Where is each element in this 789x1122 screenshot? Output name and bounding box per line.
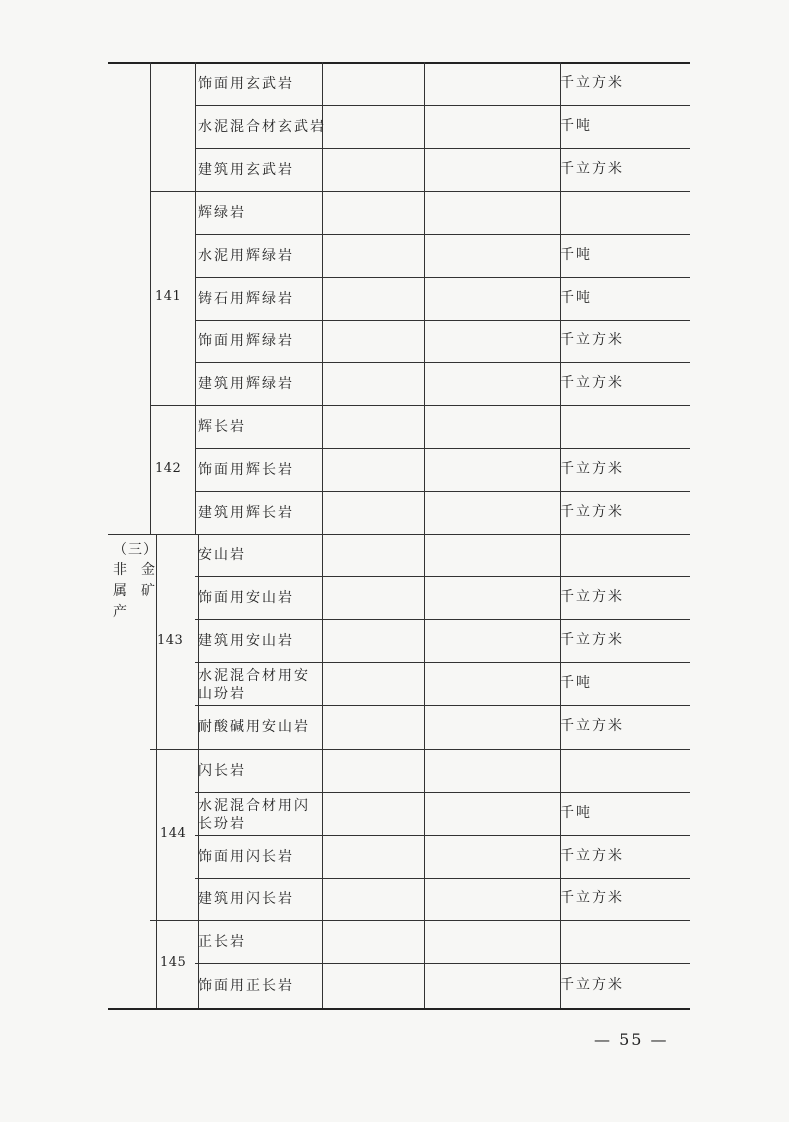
unit: 千立方米 bbox=[560, 74, 624, 91]
mineral-name: 建筑用安山岩 bbox=[198, 632, 294, 649]
mineral-name: 水泥混合材玄武岩 bbox=[198, 118, 326, 135]
mineral-name: 饰面用正长岩 bbox=[198, 977, 294, 994]
row-rule bbox=[195, 320, 690, 321]
column-rule bbox=[424, 62, 425, 1008]
mineral-name: 水泥混合材用闪 bbox=[198, 798, 310, 814]
mineral-code: 142 bbox=[155, 460, 182, 476]
row-rule bbox=[195, 105, 690, 106]
row-rule bbox=[150, 191, 690, 192]
page-number: — 55 — bbox=[594, 1030, 669, 1049]
row-rule bbox=[195, 835, 690, 836]
category-char: 非 bbox=[113, 562, 127, 578]
mineral-code: 145 bbox=[160, 955, 187, 970]
column-rule bbox=[150, 62, 151, 535]
row-rule bbox=[195, 148, 690, 149]
unit: 千立方米 bbox=[560, 374, 624, 391]
mineral-name: 闪长岩 bbox=[198, 762, 246, 779]
mineral-code: 143 bbox=[157, 632, 184, 648]
mineral-name: 建筑用玄武岩 bbox=[198, 161, 294, 178]
mineral-name: 饰面用辉绿岩 bbox=[198, 333, 294, 349]
unit: 千立方米 bbox=[560, 503, 624, 520]
row-rule bbox=[195, 576, 690, 577]
row-rule bbox=[195, 362, 690, 363]
mineral-name-cont: 山玢岩 bbox=[198, 686, 246, 702]
unit: 千立方米 bbox=[560, 890, 624, 906]
category-char: 金 bbox=[141, 562, 155, 578]
row-rule bbox=[150, 920, 690, 921]
column-rule bbox=[195, 62, 196, 535]
row-rule bbox=[150, 749, 690, 750]
category-char: 矿 bbox=[141, 583, 155, 599]
mineral-name: 辉长岩 bbox=[198, 418, 246, 435]
unit: 千立方米 bbox=[560, 631, 624, 648]
row-rule bbox=[195, 662, 690, 663]
category-label bbox=[113, 559, 157, 631]
row-rule bbox=[195, 619, 690, 620]
unit: 千立方米 bbox=[560, 847, 624, 864]
row-rule bbox=[195, 792, 690, 793]
mineral-name: 正长岩 bbox=[198, 933, 246, 950]
row-rule bbox=[195, 448, 690, 449]
mineral-name: 饰面用玄武岩 bbox=[198, 75, 294, 92]
column-rule bbox=[322, 62, 323, 1008]
row-rule bbox=[195, 963, 690, 964]
mineral-name: 水泥混合材用安 bbox=[198, 668, 310, 684]
mineral-name: 水泥用辉绿岩 bbox=[198, 247, 294, 264]
unit: 千吨 bbox=[560, 246, 592, 263]
unit: 千立方米 bbox=[560, 976, 624, 993]
mineral-code: 144 bbox=[160, 825, 187, 841]
unit: 千吨 bbox=[560, 117, 592, 134]
row-rule bbox=[195, 878, 690, 879]
mineral-name: 建筑用辉绿岩 bbox=[198, 375, 294, 392]
mineral-name: 饰面用闪长岩 bbox=[198, 848, 294, 865]
row-rule bbox=[195, 277, 690, 278]
unit: 千立方米 bbox=[560, 718, 624, 734]
unit: 千立方米 bbox=[560, 332, 624, 348]
mineral-name: 安山岩 bbox=[198, 547, 246, 563]
row-rule bbox=[195, 234, 690, 235]
category-number: （三） bbox=[113, 542, 158, 558]
column-rule bbox=[560, 62, 561, 1008]
mineral-name: 饰面用辉长岩 bbox=[198, 461, 294, 478]
unit: 千立方米 bbox=[560, 460, 624, 477]
unit: 千立方米 bbox=[560, 160, 624, 177]
category-char: 产 bbox=[113, 604, 127, 620]
unit: 千吨 bbox=[560, 289, 592, 306]
mineral-name-cont: 长玢岩 bbox=[198, 816, 246, 832]
mineral-code: 141 bbox=[155, 289, 182, 304]
mineral-name: 建筑用辉长岩 bbox=[198, 504, 294, 521]
unit: 千立方米 bbox=[560, 588, 624, 605]
unit: 千吨 bbox=[560, 674, 592, 691]
category-char: 属 bbox=[113, 583, 127, 599]
row-rule bbox=[195, 705, 690, 706]
mineral-name: 饰面用安山岩 bbox=[198, 589, 294, 606]
mineral-name: 铸石用辉绿岩 bbox=[198, 290, 294, 307]
row-rule bbox=[108, 1008, 690, 1010]
unit: 千吨 bbox=[560, 804, 592, 821]
row-rule bbox=[150, 405, 690, 406]
mineral-name: 建筑用闪长岩 bbox=[198, 891, 294, 907]
mineral-name: 辉绿岩 bbox=[198, 204, 246, 221]
mineral-name: 耐酸碱用安山岩 bbox=[198, 719, 310, 735]
row-rule bbox=[195, 491, 690, 492]
